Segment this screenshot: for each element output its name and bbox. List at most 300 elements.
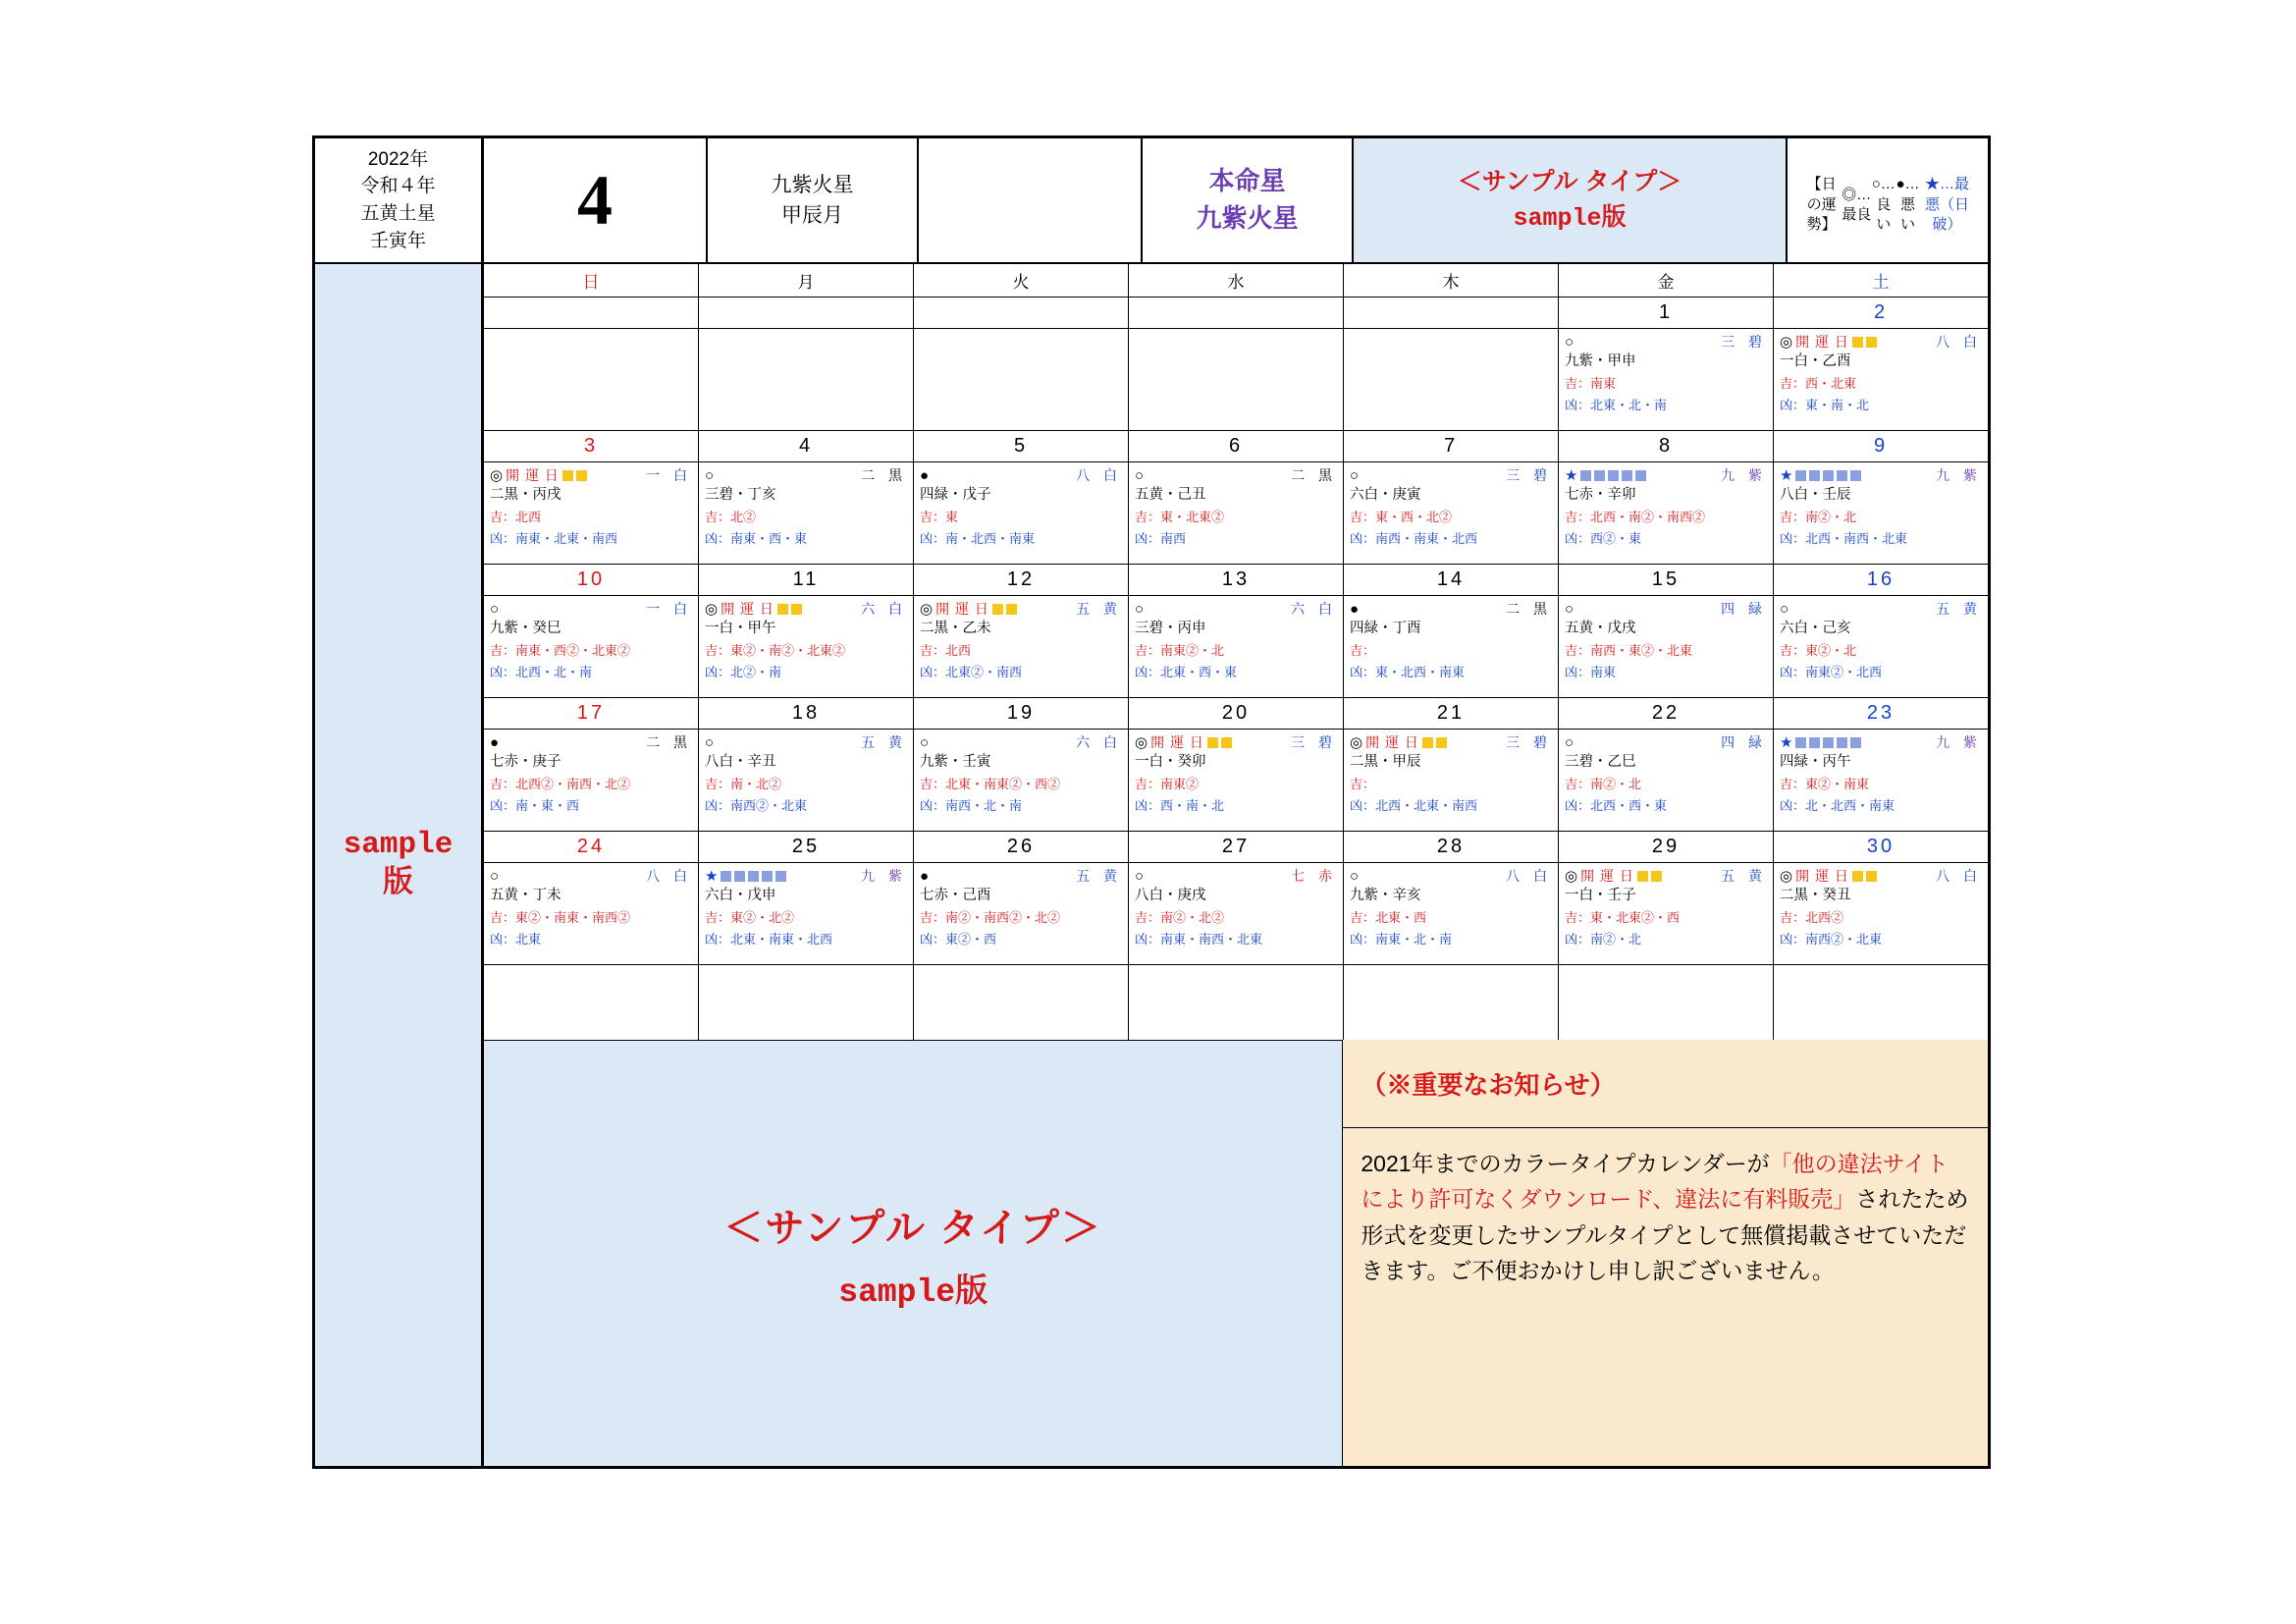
day-cell-top [1350,733,1552,751]
day-star-label: 二 黒 [1291,467,1337,483]
day-cell[interactable] [1774,596,1988,697]
weekday-mon: 月 [699,264,914,297]
weekday-thu: 木 [1344,264,1559,297]
day-star-label: 八 白 [646,868,692,884]
notice-part1: 2021年までのカラータイプカレンダーが [1361,1151,1770,1176]
day-number[interactable]: 3 [484,431,699,461]
day-number[interactable]: 12 [914,565,1129,595]
unlucky-direction: 凶：西・南・北 [1135,797,1225,813]
day-star-label: 三 碧 [1506,467,1552,483]
day-eto: 二黒・乙未 [920,621,991,636]
unlucky-direction: 凶：東・南・北 [1780,397,1870,412]
day-number-row [484,698,1988,730]
day-number-row [484,565,1988,596]
day-cell-top [1135,733,1337,751]
day-cell[interactable] [484,863,699,964]
day-cell-top [490,867,692,885]
day-number[interactable] [914,298,1129,328]
legend-cell [1788,138,1988,262]
fortune-mark: ◎ [920,600,934,618]
day-cell[interactable] [484,329,699,430]
day-star-label: 五 黄 [1936,601,1982,617]
bottom-sample-line-1: ＜サンプル タイプ＞ [723,1206,1102,1250]
blue-square-icon [1795,470,1806,481]
lucky-direction: 吉：東・北東② [1135,510,1225,525]
unlucky-direction: 凶：北東・南東・北西 [705,931,833,947]
day-cell-top [1565,600,1767,618]
year-line-1: 2022年 [367,148,429,170]
unlucky-direction: 凶：南西・南東・北西 [1350,530,1478,546]
day-eto: 一白・壬子 [1565,888,1636,903]
weekday-wed: 水 [1129,264,1344,297]
bottom-main [484,1040,1988,1466]
day-eto: 七赤・辛卯 [1565,487,1636,503]
lucky-day-label: 開 運 日 [935,601,989,617]
month-star-line-2: 甲辰月 [781,204,843,227]
day-eto: 三碧・丁亥 [705,487,776,503]
day-cell[interactable] [1774,863,1988,964]
blue-square-icon [1608,470,1619,481]
unlucky-direction: 凶：南東 [1565,664,1617,679]
month-star-cell [708,138,919,262]
day-star-label: 九 紫 [1721,467,1767,483]
fortune-mark: ◎ [1565,867,1578,885]
day-cell-top [920,600,1122,618]
day-star-label: 九 紫 [861,868,907,884]
unlucky-direction: 凶：北西・北・南 [490,664,593,679]
day-cell[interactable] [1559,596,1774,697]
yellow-square-icon [1866,337,1877,348]
fortune-mark: ○ [1135,867,1145,885]
lucky-direction: 吉：北東・西 [1350,910,1427,926]
day-star-label: 二 黒 [1506,601,1552,617]
unlucky-direction: 凶：東・北西・南東 [1350,664,1466,679]
fortune-mark: ◎ [490,466,504,484]
day-eto: 一白・癸卯 [1135,754,1206,770]
day-cell[interactable] [484,596,699,697]
yellow-square-icon [777,604,788,615]
yellow-square-icon [1866,871,1877,882]
bottom-sample-banner [484,1040,1343,1466]
left-sample-watermark [315,264,481,1466]
year-line-2: 令和４年 [360,176,436,197]
day-cell[interactable] [1344,329,1559,430]
left-sample-line-2: 版 [383,867,413,901]
day-star-label: 五 黄 [1076,601,1122,617]
legend-title: 【日の運勢】 [1806,176,1837,234]
lucky-direction: 吉：南②・北② [1135,910,1225,926]
unlucky-direction: 凶：北西・北東・南西 [1350,797,1478,813]
day-cell[interactable] [1559,462,1774,564]
day-cell-top [920,733,1122,751]
fortune-mark: ◎ [1780,333,1793,351]
unlucky-direction: 凶：南西 [1135,530,1187,546]
calendar-main [484,138,1988,1466]
day-eto: 三碧・丙申 [1135,621,1206,636]
unlucky-direction: 凶：南東・北東・南西 [490,530,618,546]
left-sample-line-1: sample [343,827,454,862]
day-eto: 三碧・乙巳 [1565,754,1636,770]
unlucky-direction: 凶：北西・南西・北東 [1780,530,1908,546]
blue-square-icon [1837,737,1847,748]
month-star-line-1: 九紫火星 [771,173,854,196]
blue-square-icon [1594,470,1605,481]
day-number[interactable]: 20 [1129,698,1344,729]
yellow-square-icon [1436,737,1447,748]
day-number[interactable]: 5 [914,431,1129,461]
day-number[interactable]: 27 [1129,832,1344,862]
header-blank-cell [919,138,1143,262]
day-cell[interactable] [1344,730,1559,831]
day-number[interactable]: 23 [1866,702,1896,724]
day-number[interactable]: 6 [1129,431,1344,461]
unlucky-direction: 凶：北②・南 [705,664,782,679]
fortune-mark: ○ [920,733,930,751]
day-cell[interactable] [1559,329,1774,430]
day-number[interactable]: 11 [699,565,914,595]
lucky-day-label: 開 運 日 [506,467,560,483]
day-star-label: 八 白 [1076,467,1122,483]
day-cell[interactable] [1344,596,1559,697]
legend-item-bad: ●…悪い [1896,176,1920,234]
lucky-direction: 吉：南②・北 [1565,777,1642,792]
lucky-day-label: 開 運 日 [1365,734,1419,750]
unlucky-direction: 凶：南・北西・南東 [920,530,1036,546]
bottom-spacer-cell [914,965,1129,1040]
day-number[interactable]: 21 [1344,698,1559,729]
day-star-label: 九 紫 [1936,734,1982,750]
day-cell[interactable] [914,596,1129,697]
lucky-direction: 吉：東②・南東・南西② [490,910,631,926]
day-number[interactable]: 24 [484,832,699,862]
yellow-square-icon [1006,604,1017,615]
fortune-mark: ★ [1780,466,1793,484]
lucky-day-label: 開 運 日 [1795,868,1849,884]
day-cell[interactable] [484,462,699,564]
lucky-direction: 吉：東・西・北② [1350,510,1453,525]
day-star-label: 三 碧 [1506,734,1552,750]
day-cell[interactable] [1344,863,1559,964]
lucky-direction: 吉：南東・西②・北東② [490,643,631,659]
day-cell-top [920,466,1122,484]
day-cell-top [1780,333,1982,351]
lucky-direction: 吉： [1350,643,1376,659]
fortune-mark: ◎ [1135,733,1148,751]
blue-square-icon [1823,470,1834,481]
lucky-direction: 吉：南東②・北 [1135,643,1225,659]
bottom-spacer-cell [699,965,914,1040]
day-star-label: 二 黒 [861,467,907,483]
fortune-mark: ○ [705,466,715,484]
yellow-square-icon [576,470,587,481]
day-cell[interactable] [1344,462,1559,564]
yellow-square-icon [1651,871,1662,882]
fortune-mark: ★ [705,867,719,885]
unlucky-direction: 凶：南西②・北東 [705,797,808,813]
day-number[interactable]: 8 [1559,431,1774,461]
unlucky-direction: 凶：北東②・南西 [920,664,1023,679]
blue-square-icon [1823,737,1834,748]
weekday-sun: 日 [484,264,699,297]
day-cell-top [1135,600,1337,618]
day-eto: 二黒・丙戌 [490,487,561,503]
blue-square-icon [1809,470,1820,481]
day-eto: 五黄・己丑 [1135,487,1206,503]
yellow-square-icon [1637,871,1648,882]
day-star-label: 一 白 [646,467,692,483]
day-cell-top [490,733,692,751]
fortune-mark: ○ [490,867,500,885]
day-number[interactable]: 17 [484,698,699,729]
day-number[interactable] [1129,298,1344,328]
legend-item-good: ○…良い [1871,176,1896,234]
day-eto: 九紫・壬寅 [920,754,991,770]
month-number-cell [484,138,708,262]
day-cell-top [920,867,1122,885]
day-cell[interactable] [699,596,914,697]
day-number[interactable]: 30 [1866,836,1896,857]
day-cell[interactable] [1774,462,1988,564]
lucky-day-label: 開 運 日 [1150,734,1204,750]
day-cell-top [705,733,907,751]
day-cell[interactable] [1129,462,1344,564]
blue-square-icon [1850,470,1861,481]
day-number[interactable]: 26 [914,832,1129,862]
fortune-mark: ○ [1350,867,1360,885]
day-number[interactable]: 2 [1873,301,1889,323]
day-eto: 四緑・戊子 [920,487,991,503]
honmei-label: 本命星 [1208,166,1286,196]
day-eto: 七赤・己酉 [920,888,991,903]
day-star-label: 五 黄 [1721,868,1767,884]
left-strip [315,138,484,1466]
day-number[interactable] [484,298,699,328]
day-eto: 六白・戊申 [705,888,776,903]
blue-square-icon [775,871,786,882]
lucky-direction: 吉：東 [920,510,959,525]
day-star-label: 九 紫 [1936,467,1982,483]
day-cell-top [705,466,907,484]
lucky-direction: 吉：北西 [920,643,972,659]
day-cell-row [484,329,1988,431]
day-number[interactable]: 1 [1559,298,1774,328]
fortune-mark: ● [490,733,500,751]
year-line-4: 壬寅年 [369,230,426,251]
calendar-week [484,298,1988,431]
day-cell-top [1135,867,1337,885]
fortune-mark: ○ [1565,733,1575,751]
fortune-mark: ● [920,867,930,885]
bottom-sample-line-2: sample版 [838,1273,988,1311]
unlucky-direction: 凶：北・北西・南東 [1780,797,1896,813]
day-cell[interactable] [699,329,914,430]
day-number[interactable]: 14 [1344,565,1559,595]
day-number[interactable] [1344,298,1559,328]
day-star-label: 八 白 [1506,868,1552,884]
bottom-spacer-cell [1559,965,1774,1040]
day-cell[interactable] [699,730,914,831]
calendar-page [312,135,1991,1469]
day-cell[interactable] [699,863,914,964]
legend-item-best: ◎…最良 [1842,186,1872,223]
notice-title: （※重要なお知らせ） [1361,1070,1616,1100]
lucky-direction: 吉：東・北東②・西 [1565,910,1681,926]
day-star-label: 六 白 [1291,601,1337,617]
day-cell[interactable] [914,462,1129,564]
day-eto: 九紫・癸巳 [490,621,561,636]
day-cell[interactable] [1129,730,1344,831]
day-cell[interactable] [1774,730,1988,831]
blue-square-icon [762,871,773,882]
lucky-direction: 吉：北② [705,510,757,525]
lucky-direction: 吉：南東 [1565,376,1617,392]
notice-highlight: 「他の違法サイトにより許可なくダウンロード、違法に有料販売」 [1361,1151,1949,1213]
day-number[interactable]: 22 [1559,698,1774,729]
day-star-label: 六 白 [1076,734,1122,750]
calendar-header [484,138,1988,264]
fortune-mark: ○ [1565,333,1575,351]
lucky-direction: 吉：南②・北 [1780,510,1857,525]
calendar-week [484,565,1988,698]
day-cell[interactable] [1559,730,1774,831]
day-cell-top [1780,600,1982,618]
yellow-square-icon [1852,337,1863,348]
day-eto: 七赤・庚子 [490,754,561,770]
day-number[interactable]: 28 [1344,832,1559,862]
fortune-mark: ○ [1565,600,1575,618]
day-number[interactable]: 10 [484,565,699,595]
header-sample-cell [1354,138,1788,262]
day-number[interactable]: 4 [699,431,914,461]
day-eto: 四緑・丁酉 [1350,621,1421,636]
day-number[interactable]: 16 [1866,568,1896,590]
day-cell[interactable] [914,730,1129,831]
unlucky-direction: 凶：西②・東 [1565,530,1642,546]
fortune-mark: ○ [1780,600,1789,618]
calendar-week [484,431,1988,565]
day-star-label: 二 黒 [646,734,692,750]
day-cell[interactable] [1774,329,1988,430]
blue-square-icon [1850,737,1861,748]
day-eto: 八白・辛丑 [705,754,776,770]
lucky-day-label: 開 運 日 [1580,868,1634,884]
day-star-label: 三 碧 [1721,334,1767,350]
blue-square-icon [1809,737,1820,748]
lucky-day-label: 開 運 日 [1795,334,1849,350]
day-eto: 五黄・戊戌 [1565,621,1636,636]
lucky-direction: 吉：南東② [1135,777,1200,792]
lucky-direction: 吉：東②・北 [1780,643,1857,659]
day-eto: 八白・庚戌 [1135,888,1206,903]
day-star-label: 八 白 [1936,868,1982,884]
blue-square-icon [734,871,745,882]
day-number[interactable]: 7 [1344,431,1559,461]
notice-part2: されたため形式を変更したサンプルタイプとして無償掲載させていただきます。ご不便おかけし申し訳ございません。 [1361,1186,1969,1283]
unlucky-direction: 凶：南東・南西・北東 [1135,931,1263,947]
lucky-direction: 吉：東②・南②・北東② [705,643,846,659]
unlucky-direction: 凶：北東 [490,931,542,947]
unlucky-direction: 凶：南西・北・南 [920,797,1023,813]
day-cell[interactable] [914,329,1129,430]
day-number-row [484,832,1988,863]
fortune-mark: ○ [705,733,715,751]
day-number[interactable]: 15 [1559,565,1774,595]
day-number[interactable]: 29 [1559,832,1774,862]
day-star-label: 五 黄 [1076,868,1122,884]
day-number[interactable]: 13 [1129,565,1344,595]
fortune-mark: ● [920,466,930,484]
day-eto: 六白・庚寅 [1350,487,1421,503]
day-number[interactable] [699,298,914,328]
calendar-week [484,832,1988,965]
unlucky-direction: 凶：北東・北・南 [1565,397,1668,412]
unlucky-direction: 凶：南西②・北東 [1780,931,1883,947]
fortune-mark: ◎ [705,600,719,618]
fortune-mark: ◎ [1780,867,1793,885]
day-cell-top [1780,867,1982,885]
day-cell[interactable] [1559,863,1774,964]
fortune-mark: ○ [1135,466,1145,484]
year-block [315,138,481,264]
lucky-direction: 吉：北西②・南西・北② [490,777,631,792]
day-cell[interactable] [1129,329,1344,430]
day-cell-top [490,600,692,618]
day-cell[interactable] [914,863,1129,964]
weekday-row [484,264,1988,298]
notice-divider [1343,1127,1988,1128]
day-eto: 一白・乙酉 [1780,353,1851,369]
day-star-label: 三 碧 [1291,734,1337,750]
weekday-tue: 火 [914,264,1129,297]
day-eto: 一白・甲午 [705,621,776,636]
day-cell[interactable] [699,462,914,564]
day-number[interactable]: 19 [914,698,1129,729]
fortune-mark: ★ [1780,733,1793,751]
yellow-square-icon [992,604,1003,615]
day-number[interactable]: 18 [699,698,914,729]
day-star-label: 五 黄 [861,734,907,750]
lucky-direction: 吉：東②・南東 [1780,777,1870,792]
day-cell-row [484,863,1988,965]
unlucky-direction: 凶：南東・北・南 [1350,931,1453,947]
day-cell[interactable] [484,730,699,831]
day-cell-row [484,462,1988,565]
bottom-spacer-cell [1774,965,1988,1040]
blue-square-icon [748,871,759,882]
day-cell[interactable] [1129,863,1344,964]
weekday-fri: 金 [1559,264,1774,297]
blue-square-icon [1795,737,1806,748]
day-star-label: 七 赤 [1291,868,1337,884]
blue-square-icon [1635,470,1646,481]
day-cell-top [490,466,692,484]
day-cell-top [1565,466,1767,484]
day-number[interactable]: 9 [1873,435,1889,457]
fortune-mark: ● [1350,600,1360,618]
day-cell-top [705,600,907,618]
unlucky-direction: 凶：南東・西・東 [705,530,808,546]
day-cell-top [705,867,907,885]
day-cell[interactable] [1129,596,1344,697]
yellow-square-icon [791,604,802,615]
header-sample-line-2: sample版 [1513,204,1627,233]
legend-item-worst: ★…最悪（日破） [1924,176,1969,234]
yellow-square-icon [562,470,573,481]
unlucky-direction: 凶：北東・西・東 [1135,664,1238,679]
day-number[interactable]: 25 [699,832,914,862]
day-cell-top [1135,466,1337,484]
unlucky-direction: 凶：北西・西・東 [1565,797,1668,813]
